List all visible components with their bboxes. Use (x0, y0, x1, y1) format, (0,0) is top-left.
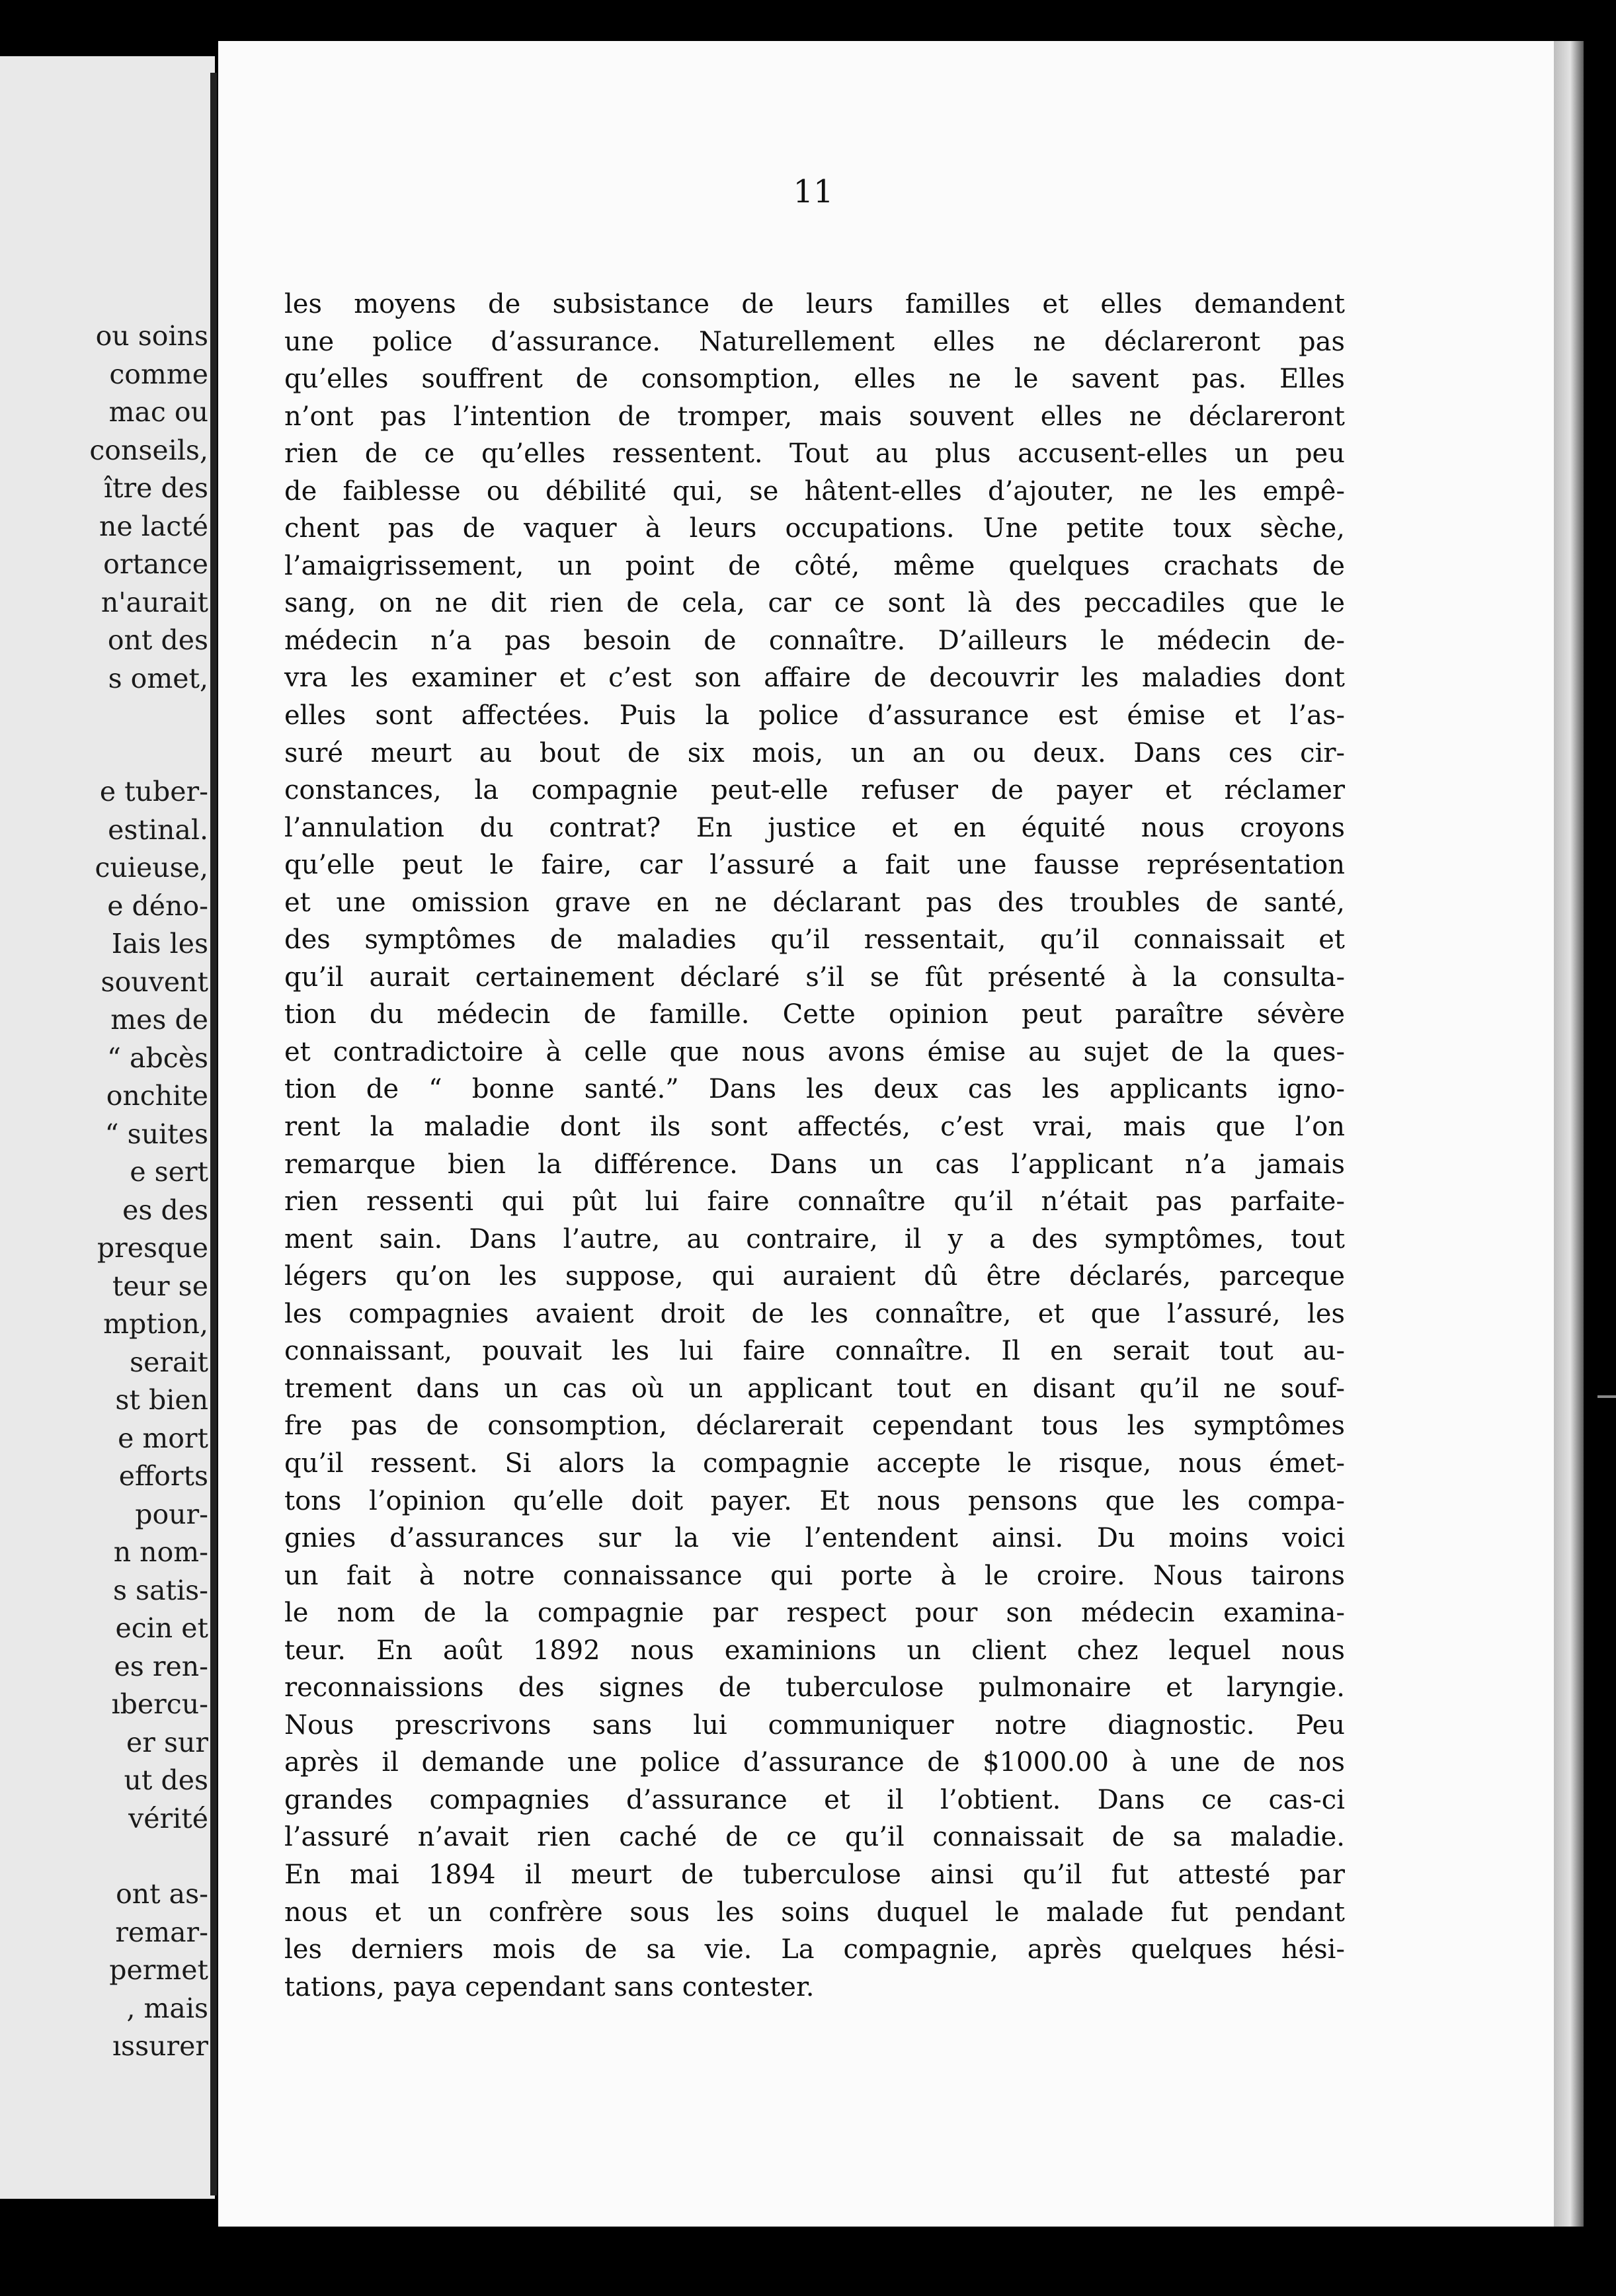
text-line: elles sont affectées. Puis la police d’assurance est émise et l’as- (284, 700, 1345, 731)
left-fragment-line: vérité (128, 1802, 208, 1834)
text-line: gnies d’assurances sur la vie l’entendent ainsi. Du moins voici (284, 1523, 1345, 1554)
page-number: 11 (793, 173, 834, 210)
left-fragment-line: , mais (126, 1992, 208, 2024)
left-fragment-line: presque (97, 1232, 208, 1264)
left-fragment-line: teur se (112, 1270, 208, 1302)
text-line: nous et un confrère sous les soins duquel le malade fut pendant (284, 1897, 1345, 1928)
text-line: les derniers mois de sa vie. La compagnie, après quelques hési- (284, 1934, 1345, 1965)
left-fragment-line: s satis- (112, 1574, 208, 1606)
left-fragment-line: e mort (118, 1422, 208, 1454)
left-fragment-line: Iais les (111, 928, 208, 960)
text-line: ment sain. Dans l’autre, au contraire, il y a des symptômes, tout (284, 1223, 1345, 1254)
left-fragment-line: ont des (107, 624, 208, 656)
left-fragment-line: ou soins (95, 320, 208, 352)
text-line: un fait à notre connaissance qui porte à le croire. Nous tairons (284, 1560, 1345, 1591)
left-fragment-line: mption, (103, 1308, 208, 1340)
text-line: sang, on ne dit rien de cela, car ce sont là des peccadiles que le (284, 588, 1345, 619)
text-line: tion du médecin de famille. Cette opinion peut paraître sévère (284, 999, 1345, 1030)
left-fragment-line (43, 1838, 208, 1875)
text-line: qu’elles souffrent de consomption, elles ne le savent pas. Elles (284, 364, 1345, 395)
page-edge-shadow (1554, 41, 1584, 2227)
left-fragment-line: ître des (103, 472, 208, 504)
left-fragment-line: permet (109, 1954, 208, 1986)
text-line: et une omission grave en ne déclarant pas des troubles de santé, (284, 887, 1345, 918)
left-page (0, 56, 215, 2199)
body-paragraph (284, 286, 1345, 2006)
left-fragment-line: conseils, (89, 434, 208, 466)
text-line: des symptômes de maladies qu’il ressentait, qu’il connaissait et (284, 924, 1345, 956)
text-line: les moyens de subsistance de leurs familles et elles demandent (284, 289, 1345, 319)
text-line: vra les examiner et c’est son affaire de decouvrir les maladies dont (284, 663, 1345, 694)
left-fragment-line: “ abcès (107, 1042, 208, 1074)
text-line: tion de “ bonne santé.” Dans les deux cas les applicants igno- (284, 1074, 1345, 1105)
text-line: n’ont pas l’intention de tromper, mais souvent elles ne déclareront (284, 401, 1345, 432)
scan-edge-mark (1597, 1395, 1616, 1398)
left-fragment-line: es des (122, 1194, 208, 1226)
text-line: légers qu’on les suppose, qui auraient dû être déclarés, parceque (284, 1261, 1345, 1292)
text-line: remarque bien la différence. Dans un cas l’applicant n’a jamais (284, 1149, 1345, 1180)
left-fragment-line: ut des (124, 1764, 208, 1796)
text-line: En mai 1894 il meurt de tuberculose ainsi qu’il fut attesté par (284, 1859, 1345, 1890)
left-fragment-line: e sert (130, 1156, 208, 1188)
left-fragment-line: efforts (118, 1460, 208, 1492)
left-fragment-line: onchite (106, 1080, 208, 1112)
text-line: le nom de la compagnie par respect pour son médecin examina- (284, 1598, 1345, 1629)
left-fragment-line: pour- (135, 1498, 208, 1530)
left-fragment-line: cuieuse, (95, 852, 208, 883)
text-line: l’annulation du contrat? En justice et en équité nous croyons (284, 812, 1345, 843)
text-line: rien ressenti qui pût lui faire connaître qu’il n’était pas parfaite- (284, 1186, 1345, 1217)
left-fragment-line: ecin et (115, 1612, 208, 1644)
left-fragment-line: ont as- (116, 1878, 208, 1910)
left-fragment-line (43, 735, 208, 773)
text-line: qu’il ressent. Si alors la compagnie accepte le risque, nous émet- (284, 1448, 1345, 1479)
text-line: qu’il aurait certainement déclaré s’il se fût présenté à la consulta- (284, 962, 1345, 993)
text-line: fre pas de consomption, déclarerait cependant tous les symptômes (284, 1411, 1345, 1442)
text-line: constances, la compagnie peut-elle refuser de payer et réclamer (284, 775, 1345, 806)
text-line: de faiblesse ou débilité qui, se hâtent-elles d’ajouter, ne les empê- (284, 475, 1345, 507)
text-line: teur. En août 1892 nous examinions un client chez lequel nous (284, 1635, 1345, 1666)
left-fragment-line: ne lacté (99, 510, 208, 542)
text-line: médecin n’a pas besoin de connaître. D’ailleurs le médecin de- (284, 625, 1345, 656)
left-fragment-line: st bien (115, 1384, 208, 1416)
left-fragment-line: es ren- (114, 1650, 208, 1682)
text-line: rien de ce qu’elles ressentent. Tout au plus accusent-elles un peu (284, 438, 1345, 470)
text-line: et contradictoire à celle que nous avons émise au sujet de la ques- (284, 1036, 1345, 1067)
text-line: l’amaigrissement, un point de côté, même quelques crachats de (284, 550, 1345, 581)
left-fragment-line: e déno- (107, 889, 208, 922)
left-fragment-line: “ suites (104, 1118, 208, 1150)
text-line: grandes compagnies d’assurance et il l’obtient. Dans ce cas-ci (284, 1784, 1345, 1815)
left-fragment-line: mac ou (108, 396, 208, 428)
text-line: les compagnies avaient droit de les connaître, et que l’assuré, les (284, 1298, 1345, 1329)
left-fragment-line: estinal. (108, 813, 208, 846)
text-line: Nous prescrivons sans lui communiquer notre diagnostic. Peu (284, 1709, 1345, 1741)
left-fragment-line: serait (130, 1346, 208, 1378)
text-line: qu’elle peut le faire, car l’assuré a fait une fausse représentation (284, 850, 1345, 881)
left-fragment-line (43, 698, 208, 735)
book-spine (210, 73, 217, 2195)
text-line: connaissant, pouvait les lui faire connaître. Il en serait tout au- (284, 1336, 1345, 1367)
text-line: suré meurt au bout de six mois, un an ou deux. Dans ces cir- (284, 737, 1345, 768)
text-line: reconnaissions des signes de tuberculose pulmonaire et laryngie. (284, 1672, 1345, 1703)
left-fragment-line: ıssurer (112, 2030, 208, 2062)
left-fragment-line: n'aurait (101, 586, 208, 618)
left-fragment-line: ortance (103, 548, 208, 580)
text-line: chent pas de vaquer à leurs occupations. Une petite toux sèche, (284, 513, 1345, 544)
left-page-text-fragments (43, 317, 208, 2066)
left-fragment-line: mes de (110, 1004, 208, 1036)
left-fragment-line: s omet, (108, 662, 208, 694)
left-fragment-line: e tuber- (99, 776, 208, 807)
text-line: rent la maladie dont ils sont affectés, c’est vrai, mais que l’on (284, 1112, 1345, 1143)
text-line: l’assuré n’avait rien caché de ce qu’il connaissait de sa maladie. (284, 1822, 1345, 1853)
left-fragment-line: souvent (101, 965, 208, 998)
left-fragment-line: ıbercu- (111, 1688, 208, 1720)
text-line: tons l’opinion qu’elle doit payer. Et nous pensons que les compa- (284, 1485, 1345, 1516)
text-line: une police d’assurance. Naturellement elles ne déclareront pas (284, 326, 1345, 357)
text-line: trement dans un cas où un applicant tout en disant qu’il ne souf- (284, 1373, 1345, 1404)
left-fragment-line: n nom- (113, 1536, 208, 1568)
text-line: après il demande une police d’assurance de $1000.00 à une de nos (284, 1747, 1345, 1778)
left-fragment-line: er sur (126, 1726, 208, 1758)
text-line: tations, paya cependant sans contester. (284, 1971, 815, 2002)
left-fragment-line: comme (109, 358, 208, 390)
left-fragment-line: remar- (115, 1916, 208, 1948)
